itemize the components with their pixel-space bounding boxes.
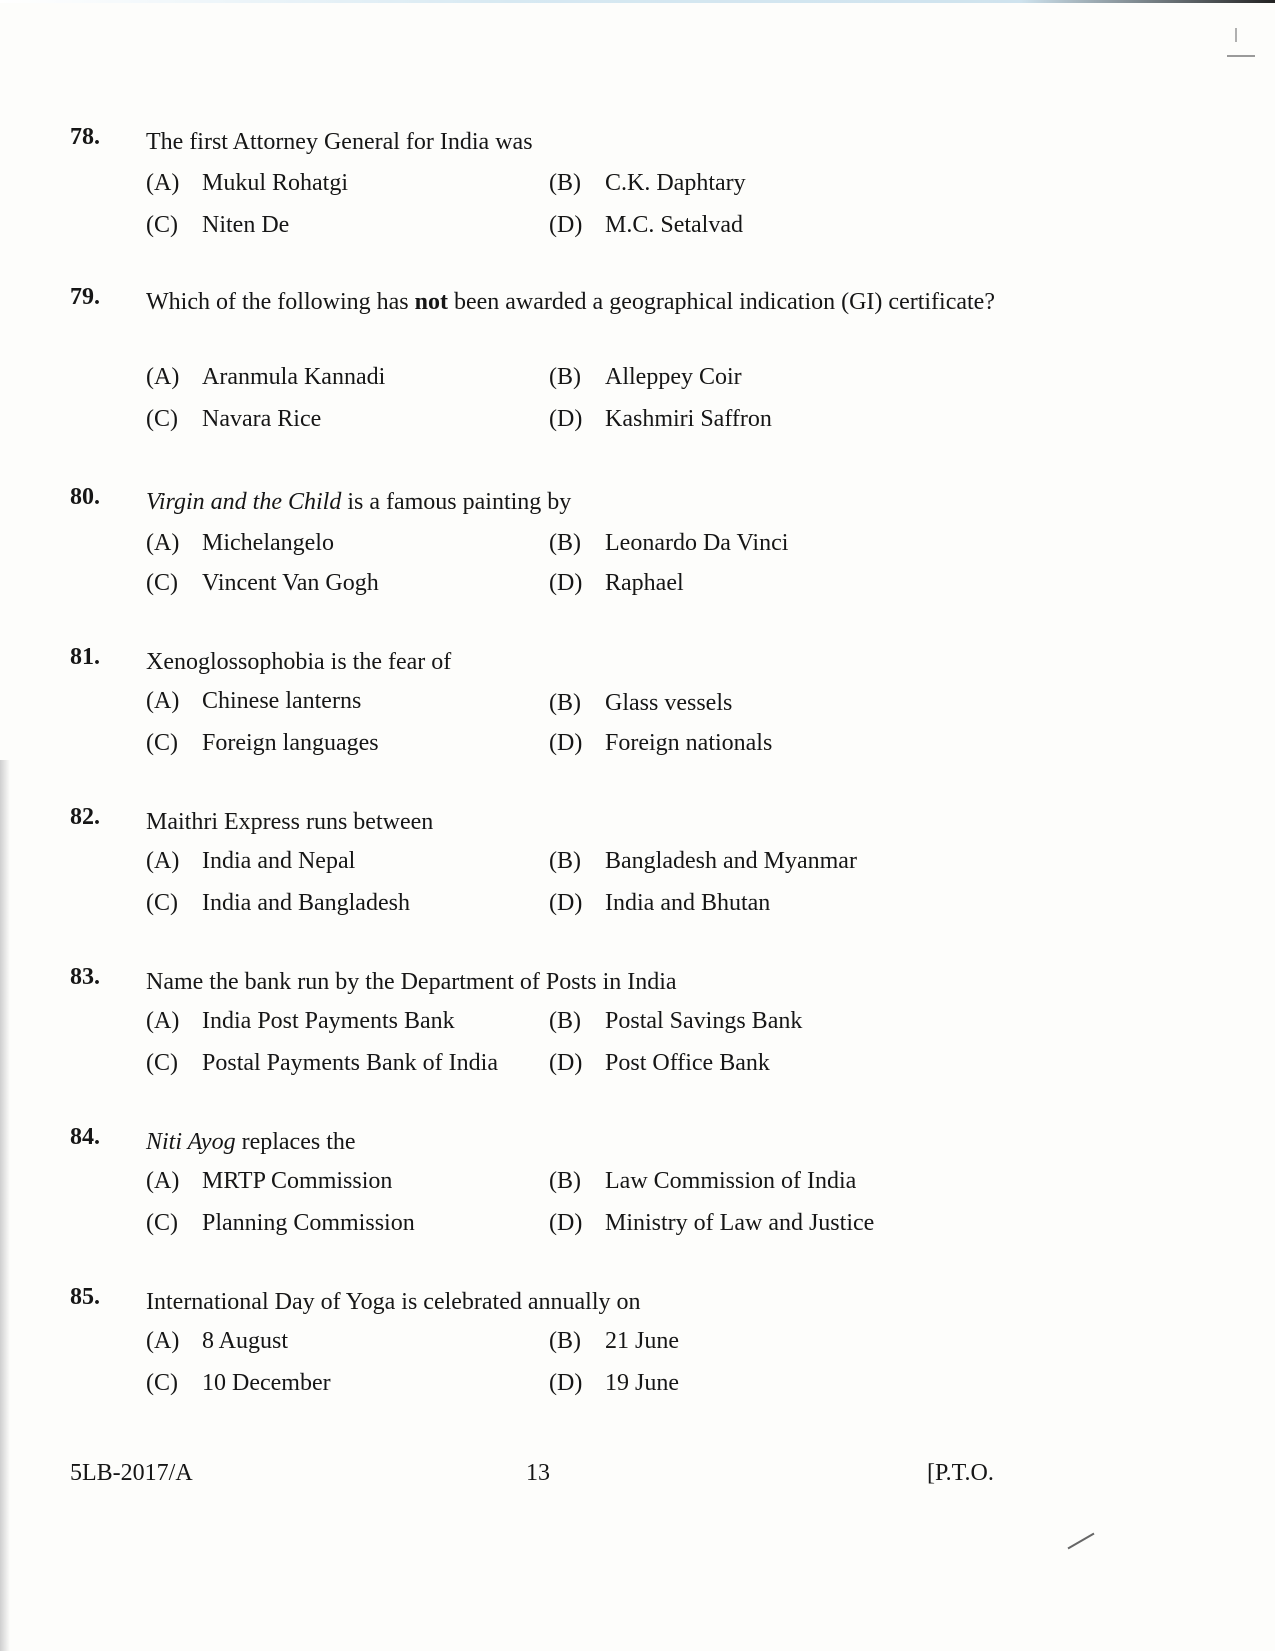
option-d: (D) Post Office Bank bbox=[549, 1050, 770, 1076]
option-b: (B) Postal Savings Bank bbox=[549, 1008, 803, 1034]
scan-corner-mark bbox=[1227, 55, 1255, 57]
paper-code: 5LB-2017/A bbox=[70, 1460, 193, 1486]
question-number: 83. bbox=[70, 964, 100, 990]
option-d: (D) Foreign nationals bbox=[549, 730, 773, 756]
please-turn-over: [P.T.O. bbox=[927, 1460, 994, 1486]
option-b: (B) Alleppey Coir bbox=[549, 364, 742, 390]
option-b: (B) C.K. Daphtary bbox=[549, 170, 746, 196]
question-text: Virgin and the Child is a famous painting by bbox=[146, 489, 572, 515]
option-c: (C) Foreign languages bbox=[146, 730, 379, 756]
question-number: 85. bbox=[70, 1284, 100, 1310]
option-b: (B) Glass vessels bbox=[549, 690, 733, 716]
question-text: Maithri Express runs between bbox=[146, 809, 434, 835]
question-text: Niti Ayog replaces the bbox=[146, 1129, 356, 1155]
option-b: (B) Leonardo Da Vinci bbox=[549, 530, 789, 556]
option-d: (D) Kashmiri Saffron bbox=[549, 406, 772, 432]
painting-title: Virgin and the Child bbox=[146, 489, 342, 515]
question-text: Xenoglossophobia is the fear of bbox=[146, 649, 452, 675]
option-a: (A) India Post Payments Bank bbox=[146, 1008, 455, 1034]
question-text: The first Attorney General for India was bbox=[146, 129, 533, 155]
option-a: (A) Chinese lanterns bbox=[146, 688, 362, 714]
option-d: (D) M.C. Setalvad bbox=[549, 212, 743, 238]
option-c: (C) Planning Commission bbox=[146, 1210, 415, 1236]
scan-top-edge bbox=[0, 0, 1275, 3]
option-b: (B) Bangladesh and Myanmar bbox=[549, 848, 857, 874]
emphasis-not: not bbox=[414, 289, 448, 315]
option-b: (B) Law Commission of India bbox=[549, 1168, 857, 1194]
question-text: Name the bank run by the Department of Posts in India bbox=[146, 969, 677, 995]
question-number: 81. bbox=[70, 644, 100, 670]
scan-corner-tick bbox=[1235, 28, 1237, 42]
option-a: (A) Mukul Rohatgi bbox=[146, 170, 349, 196]
option-c: (C) Postal Payments Bank of India bbox=[146, 1050, 498, 1076]
option-b: (B) 21 June bbox=[549, 1328, 679, 1354]
question-number: 82. bbox=[70, 804, 100, 830]
question-number: 84. bbox=[70, 1124, 100, 1150]
option-d: (D) Raphael bbox=[549, 570, 684, 596]
option-d: (D) India and Bhutan bbox=[549, 890, 771, 916]
option-c: (C) India and Bangladesh bbox=[146, 890, 410, 916]
question-number: 78. bbox=[70, 124, 100, 150]
option-a: (A) MRTP Commission bbox=[146, 1168, 393, 1194]
option-d: (D) 19 June bbox=[549, 1370, 679, 1396]
question-text: International Day of Yoga is celebrated annually on bbox=[146, 1289, 641, 1315]
page-number: 13 bbox=[526, 1460, 550, 1486]
term-italic: Niti Ayog bbox=[146, 1129, 236, 1155]
option-c: (C) Vincent Van Gogh bbox=[146, 570, 379, 596]
option-c: (C) Navara Rice bbox=[146, 406, 322, 432]
option-d: (D) Ministry of Law and Justice bbox=[549, 1210, 875, 1236]
question-text: Which of the following has not been awarded a geographical indication (GI) certificate? bbox=[146, 289, 995, 315]
option-a: (A) Aranmula Kannadi bbox=[146, 364, 386, 390]
pen-stroke-mark bbox=[1068, 1533, 1095, 1550]
option-c: (C) 10 December bbox=[146, 1370, 331, 1396]
option-a: (A) India and Nepal bbox=[146, 848, 356, 874]
option-a: (A) Michelangelo bbox=[146, 530, 334, 556]
question-number: 80. bbox=[70, 484, 100, 510]
option-c: (C) Niten De bbox=[146, 212, 290, 238]
scan-left-shadow bbox=[0, 760, 10, 1651]
question-number: 79. bbox=[70, 284, 100, 310]
option-a: (A) 8 August bbox=[146, 1328, 289, 1354]
